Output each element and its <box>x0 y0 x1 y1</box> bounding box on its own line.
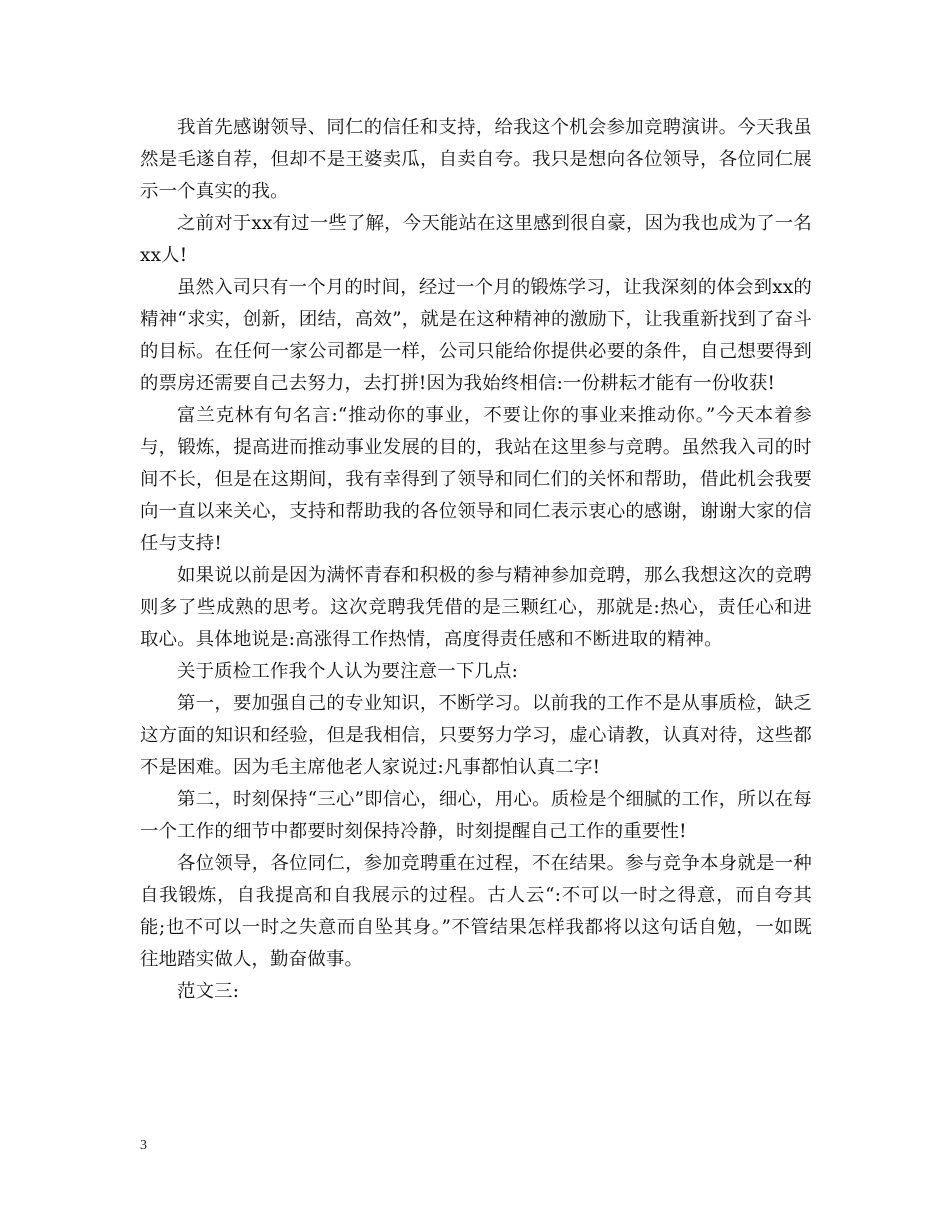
paragraph-1: 我首先感谢领导、同仁的信任和支持，给我这个机会参加竞聘演讲。今天我虽然是毛遂自荐，但却不是王婆卖瓜，自卖自夸。我只是想向各位领导，各位同仁展示一个真实的我。 <box>140 117 812 202</box>
paragraph-9: 各位领导，各位同仁，参加竞聘重在过程，不在结果。参与竞争本身就是一种自我锻炼，自我提高和自我展示的过程。古人云“:不可以一时之得意，而自夸其能;也不可以一时之失意而自坠其身。”不管结果怎样我都将以这句话自勉，一如既往地踏实做人，勤奋做事。 <box>140 853 812 970</box>
paragraph-8: 第二，时刻保持“三心”即信心，细心，用心。质检是个细腻的工作，所以在每一个工作的细节中都要时刻保持冷静，时刻提醒自己工作的重要性! <box>140 789 812 842</box>
paragraph-10: 范文三: <box>177 981 240 1002</box>
paragraph-2: 之前对于xx有过一些了解，今天能站在这里感到很自豪，因为我也成为了一名xx人! <box>140 213 812 266</box>
paragraph-5: 如果说以前是因为满怀青春和积极的参与精神参加竞聘，那么我想这次的竞聘则多了些成熟的思考。这次竞聘我凭借的是三颗红心，那就是:热心，责任心和进取心。具体地说是:高涨得工作热情，高度得责任感和不断进取的精神。 <box>140 565 812 650</box>
paragraph-7: 第一，要加强自己的专业知识，不断学习。以前我的工作不是从事质检，缺乏这方面的知识和经验，但是我相信，只要努力学习，虚心请教，认真对待，这些都不是困难。因为毛主席他老人家说过:凡事都怕认真二字! <box>140 693 812 778</box>
paragraph-3: 虽然入司只有一个月的时间，经过一个月的锻炼学习，让我深刻的体会到xx的精神“求实，创新，团结，高效”，就是在这种精神的激励下，让我重新找到了奋斗的目标。在任何一家公司都是一样，公司只能给你提供必要的条件，自己想要得到的票房还需要自己去努力，去打拼!因为我始终相信:一份耕耘才能有一份收获! <box>140 277 812 394</box>
paragraph-6: 关于质检工作我个人认为要注意一下几点: <box>177 661 519 682</box>
paragraph-4: 富兰克林有句名言:“推动你的事业，不要让你的事业来推动你。”今天本着参与，锻炼，提高进而推动事业发展的目的，我站在这里参与竞聘。虽然我入司的时间不长，但是在这期间，我有幸得到了领导和同仁们的关怀和帮助，借此机会我要向一直以来关心，支持和帮助我的各位领导和同仁表示衷心的感谢，谢谢大家的信任与支持! <box>140 405 812 554</box>
document-body <box>140 112 812 1008</box>
page-number: 3 <box>140 1138 147 1153</box>
